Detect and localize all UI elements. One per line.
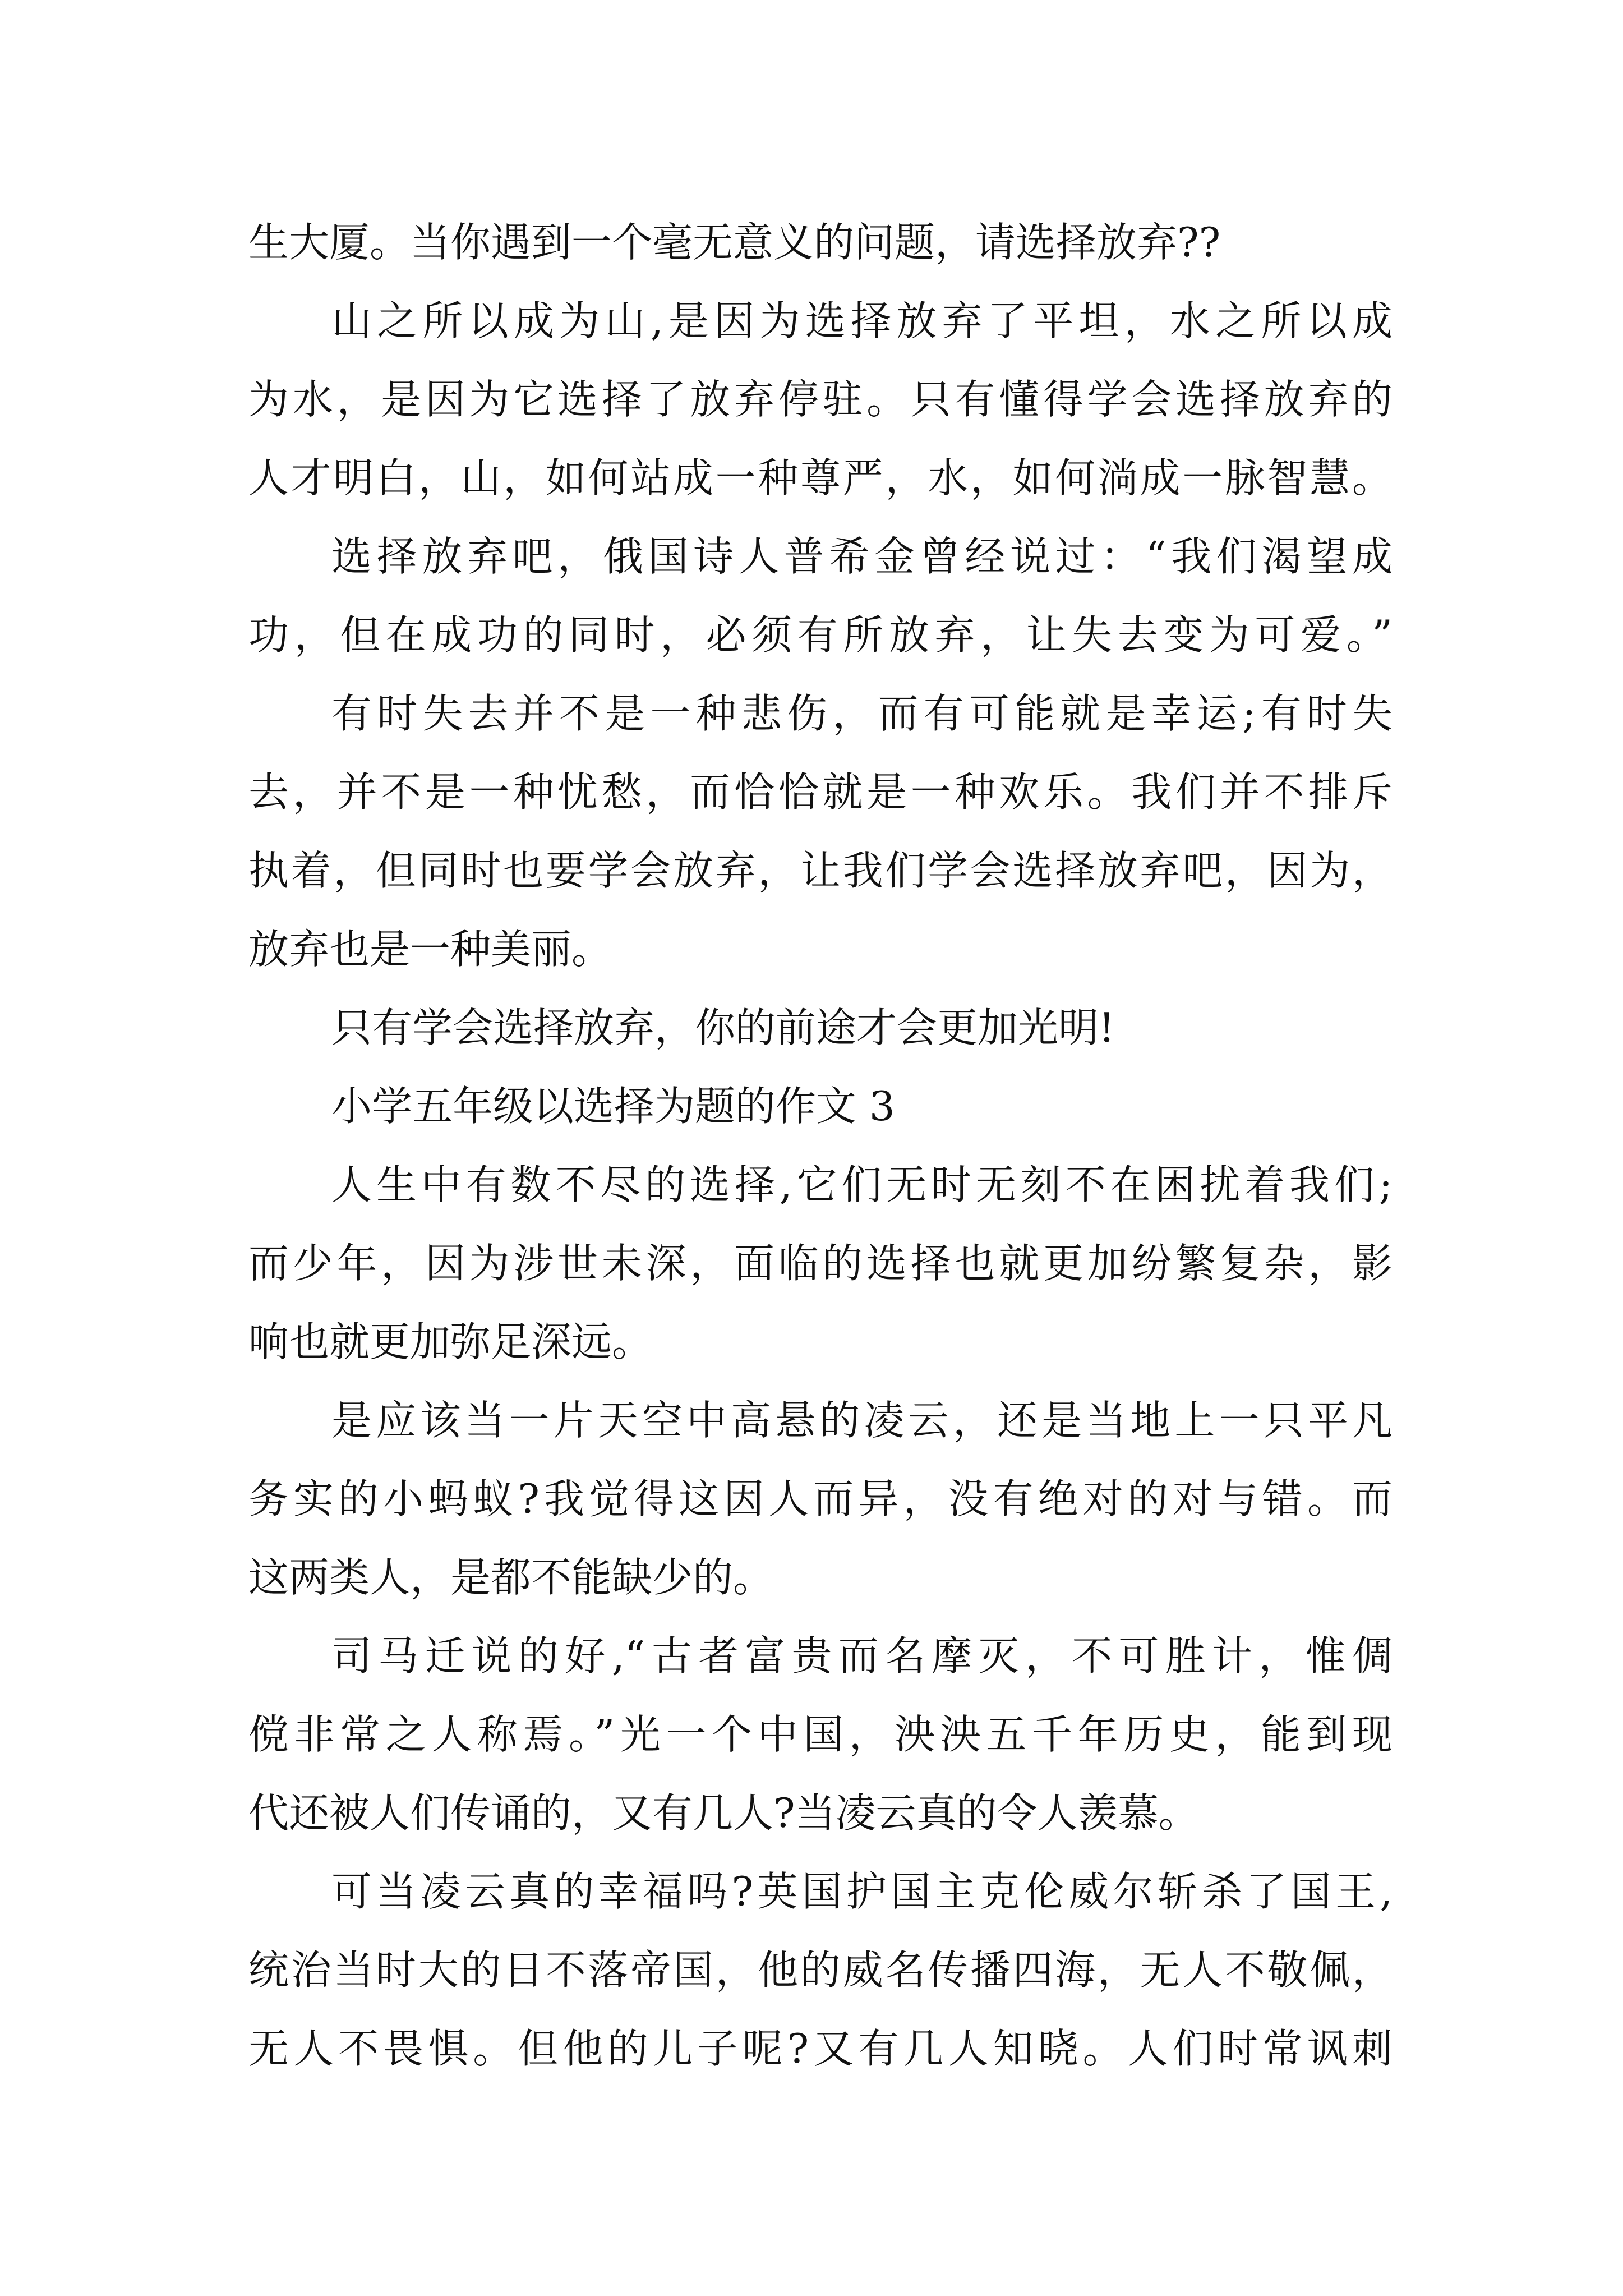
text-line: 无人不畏惧。但他的儿子呢?又有几人知晓。人们时常讽刺 (248, 2025, 1393, 2072)
text-line: 务实的小蚂蚁?我觉得这因人而异，没有绝对的对与错。而 (248, 1475, 1393, 1522)
paragraph-first-line: 是应该当一片天空中高悬的凌云，还是当地上一只平凡 (331, 1397, 1393, 1444)
paragraph-first-line: 只有学会选择放弃，你的前途才会更加光明! (331, 1004, 1115, 1051)
text-line: 统治当时大的日不落帝国，他的威名传播四海，无人不敬佩， (248, 1947, 1393, 1994)
text-line: 这两类人，是都不能缺少的。 (248, 1554, 774, 1601)
paragraph-first-line: 山之所以成为山,是因为选择放弃了平坦，水之所以成 (331, 297, 1393, 344)
text-line: 生大厦。当你遇到一个毫无意义的问题，请选择放弃?? (248, 219, 1221, 266)
text-line: 去，并不是一种忧愁，而恰恰就是一种欢乐。我们并不排斥 (248, 769, 1393, 816)
text-line: 为水，是因为它选择了放弃停驻。只有懂得学会选择放弃的 (248, 376, 1393, 423)
essay-body (248, 203, 1393, 2088)
paragraph-first-line: 可当凌云真的幸福吗?英国护国主克伦威尔斩杀了国王, (331, 1868, 1393, 1915)
text-line: 而少年，因为涉世未深，面临的选择也就更加纷繁复杂，影 (248, 1240, 1393, 1287)
text-line: 响也就更加弥足深远。 (248, 1318, 653, 1365)
paragraph-first-line: 人生中有数不尽的选择,它们无时无刻不在困扰着我们; (331, 1161, 1393, 1208)
text-line: 放弃也是一种美丽。 (248, 926, 612, 973)
paragraph-first-line: 司马迁说的好,“古者富贵而名摩灭，不可胜计，惟倜 (331, 1632, 1393, 1680)
text-line: 人才明白，山，如何站成一种尊严，水，如何淌成一脉智慧。 (248, 454, 1393, 501)
section-heading: 小学五年级以选择为题的作文 3 (331, 1083, 895, 1130)
text-line: 功，但在成功的同时，必须有所放弃，让失去变为可爱。” (248, 611, 1393, 659)
text-line: 傥非常之人称焉。”光一个中国，泱泱五千年历史，能到现 (248, 1711, 1393, 1758)
paragraph-first-line: 选择放弃吧，俄国诗人普希金曾经说过：“我们渴望成 (331, 533, 1393, 580)
text-line: 代还被人们传诵的，又有几人?当凌云真的令人羡慕。 (248, 1789, 1199, 1837)
text-line: 执着，但同时也要学会放弃，让我们学会选择放弃吧，因为， (248, 847, 1393, 894)
paragraph-first-line: 有时失去并不是一种悲伤，而有可能就是幸运;有时失 (331, 690, 1393, 737)
